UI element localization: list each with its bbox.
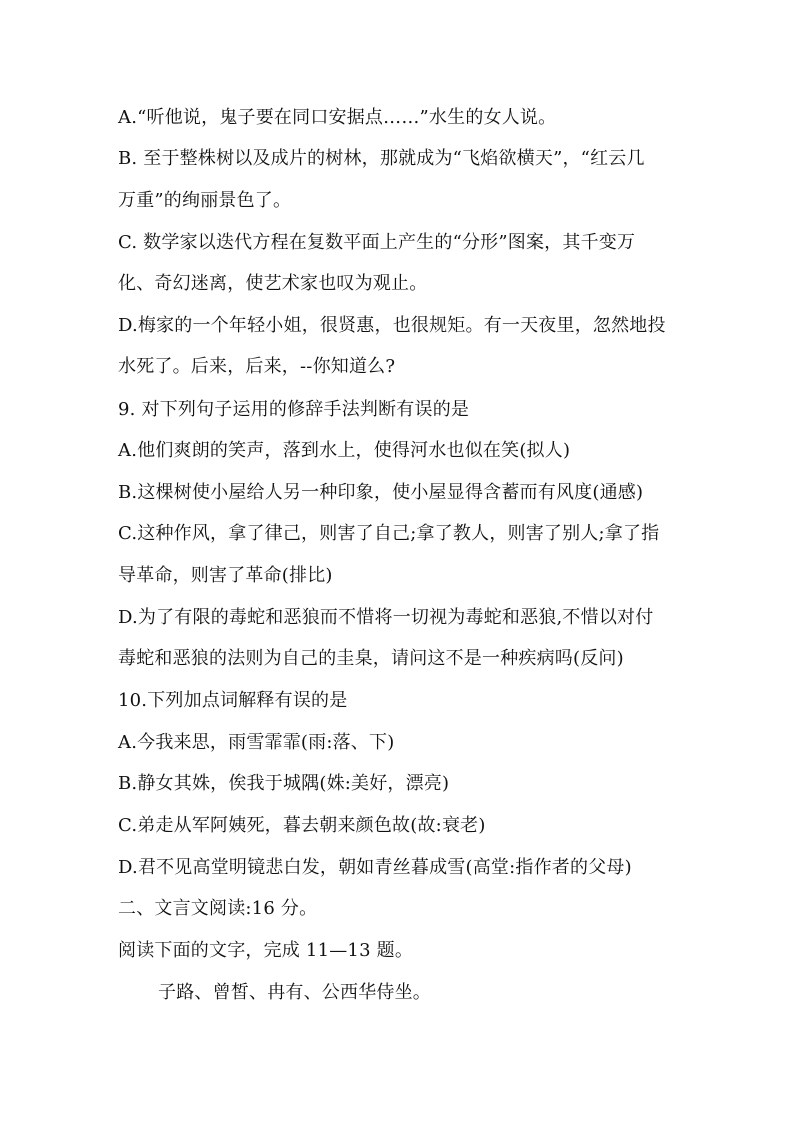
option-b-line-1: B. 至于整株树以及成片的树林，那就成为“飞焰欲横天”，“红云几	[118, 148, 645, 169]
q9-option-d-line-1: D.为了有限的毒蛇和恶狼而不惜将一切视为毒蛇和恶狼,不惜以对付	[118, 607, 654, 628]
q10-option-a: A.今我来思，雨雪霏霏(雨:落、下)	[118, 732, 395, 753]
q9-option-d-line-2: 毒蛇和恶狼的法则为自己的圭臬，请问这不是一种疾病吗(反问)	[118, 648, 624, 669]
passage-first-line: 子路、曾皙、冉有、公西华侍坐。	[158, 982, 431, 1003]
q9-option-c-line-1: C.这种作风，拿了律己，则害了自己;拿了教人，则害了别人;拿了指	[118, 523, 660, 544]
option-a-line: A.“听他说，鬼子要在同口安据点……”水生的女人说。	[118, 107, 557, 128]
option-c-line-2: 化、奇幻迷离，使艺术家也叹为观止。	[118, 273, 428, 294]
question-9: 9. 对下列句子运用的修辞手法判断有误的是	[118, 399, 470, 420]
reading-instruction: 阅读下面的文字，完成 11—13 题。	[118, 940, 414, 961]
q10-option-d: D.君不见高堂明镜悲白发，朝如青丝暮成雪(高堂:指作者的父母)	[118, 857, 632, 878]
option-d-line-1: D.梅家的一个年轻小姐，很贤惠，也很规矩。有一天夜里，忽然地投	[118, 315, 666, 336]
option-d-line-2: 水死了。后来，后来，--你知道么?	[118, 356, 396, 377]
q10-option-c: C.弟走从军阿姨死，暮去朝来颜色故(故:衰老)	[118, 815, 486, 836]
option-b-line-2: 万重”的绚丽景色了。	[118, 190, 292, 211]
q9-option-b: B.这棵树使小屋给人另一种印象，使小屋显得含蓄而有风度(通感)	[118, 482, 644, 503]
question-10: 10.下列加点词解释有误的是	[118, 690, 348, 711]
q9-option-a: A.他们爽朗的笑声，落到水上，使得河水也似在笑(拟人)	[118, 440, 571, 461]
q9-option-c-line-2: 导革命，则害了革命(排比)	[118, 565, 333, 586]
option-c-line-1: C. 数学家以迭代方程在复数平面上产生的“分形”图案，其千变万	[118, 232, 636, 253]
section-heading: 二、文言文阅读:16 分。	[118, 898, 318, 919]
q10-option-b: B.静女其姝，俟我于城隅(姝:美好，漂亮)	[118, 773, 450, 794]
